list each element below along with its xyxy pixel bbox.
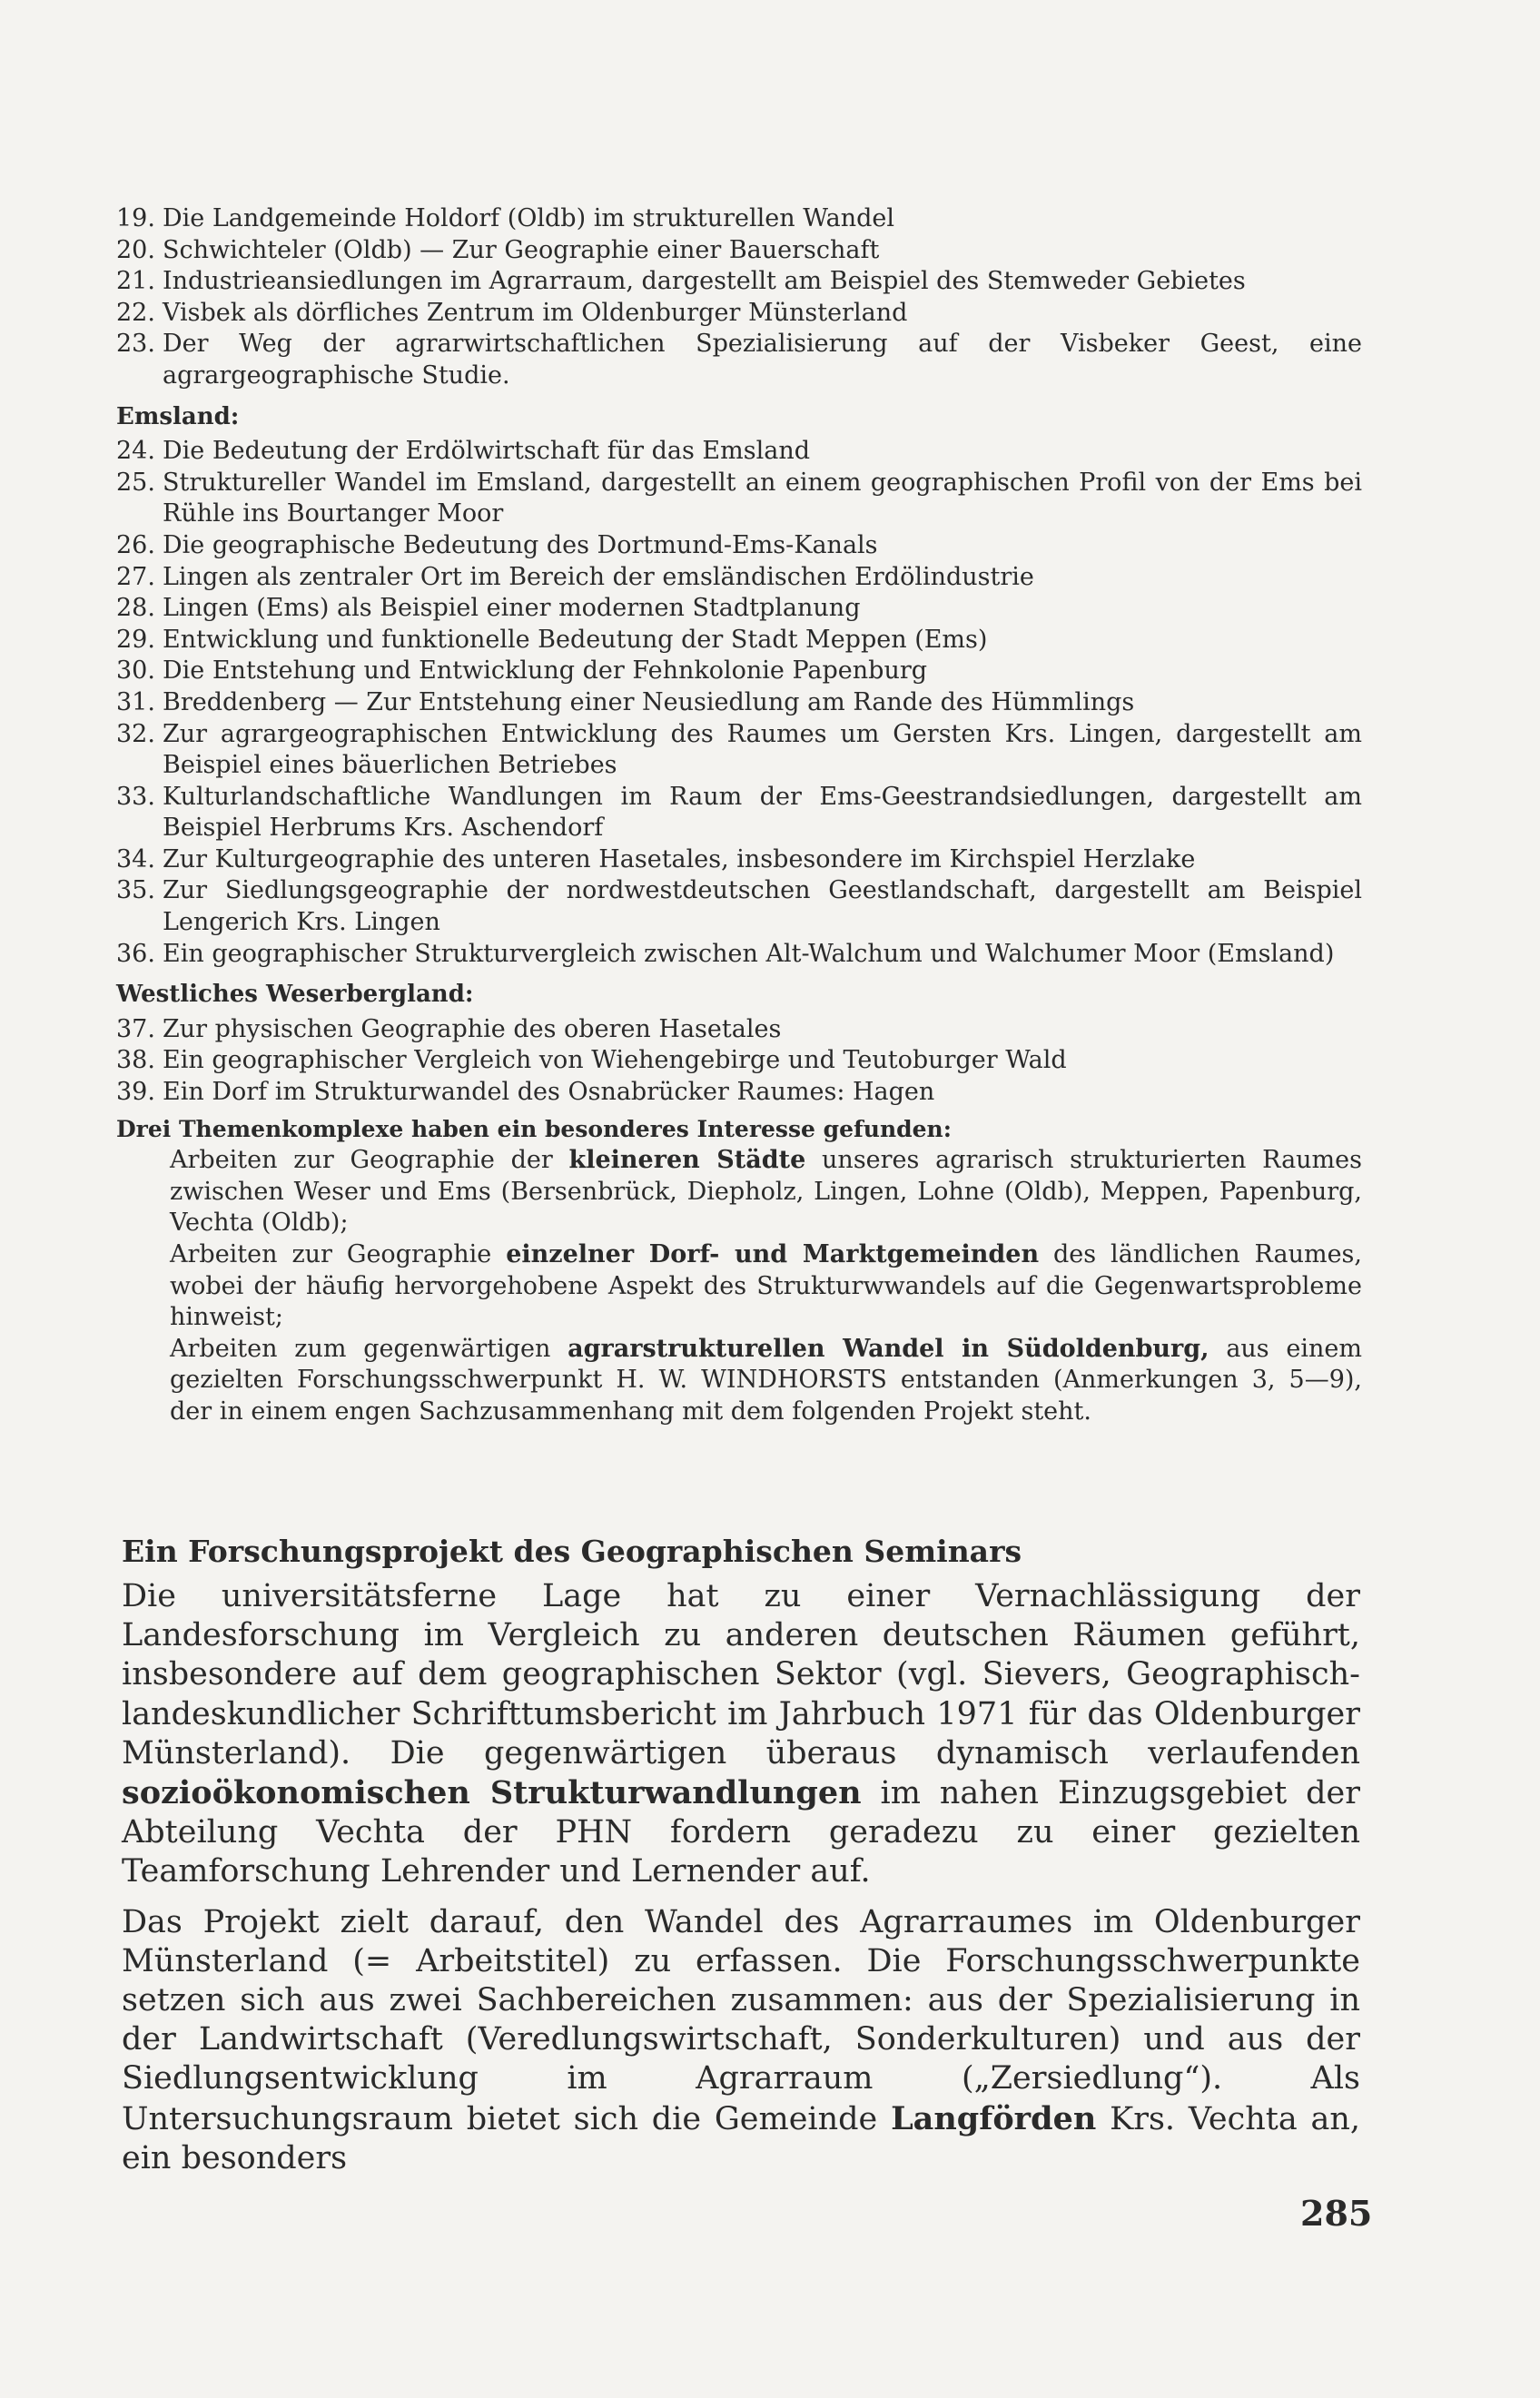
item-number: 39. (116, 1078, 155, 1107)
list-item (116, 530, 1362, 562)
item-number: 35. (116, 876, 155, 905)
item-title: Zur agrargeographischen Entwicklung des Raumes um Gersten Krs. Lingen, dargestellt am Beispiel eines bäuerlichen Betriebes (163, 719, 1362, 780)
item-title: Lingen (Ems) als Beispiel einer modernen Stadtplanung (163, 594, 861, 623)
item-number: 37. (116, 1014, 155, 1043)
list-item (116, 1077, 1362, 1109)
item-number: 23. (116, 330, 155, 359)
item-number: 36. (116, 939, 155, 968)
item-number: 38. (116, 1046, 155, 1075)
list-item (116, 562, 1362, 594)
list-item (116, 656, 1362, 687)
projekt-paragraph-1: Die universitätsferne Lage hat zu einer Vernachlässigung der Landesforschung im Vergleich zu anderen deutschen Räumen geführt, insbesondere auf dem geographischen Sektor (vgl. Sievers, Geographisch-landeskundlicher Schrifttumsbericht im Jahrbuch 1971 für das Oldenburger Münsterland). Die gegenwärtigen überaus dynamisch verlaufenden sozioökonomischen Strukturwandlungen im nahen Einzugsgebiet der Abteilung Vechta der PHN fordern geradezu zu einer gezielten Teamforschung Lehrender und Lernender auf. (122, 1578, 1360, 1890)
item-title: Ein Dorf im Strukturwandel des Osnabrücker Raumes: Hagen (163, 1078, 935, 1107)
list-oldenburg (116, 203, 1362, 392)
item-title: Zur Siedlungsgeographie der nordwestdeutschen Geestlandschaft, dargestellt am Beispiel Lengerich Krs. Lingen (163, 876, 1362, 937)
list-emsland (116, 436, 1362, 970)
list-item (116, 329, 1362, 391)
themen-paragraph-2: Arbeiten zur Geographie einzelner Dorf- und Marktgemeinden des ländlichen Raumes, wobei der häufig hervorgehobene Aspekt des Strukturwwandels auf die Gegenwartsprobleme hinweist; (170, 1240, 1362, 1332)
emphasis: kleineren Städte (568, 1146, 806, 1175)
list-item (116, 593, 1362, 625)
themen-paragraph-1: Arbeiten zur Geographie der kleineren Städte unseres agrarisch strukturierten Raumes zwischen Weser und Ems (Bersenbrück, Diepholz, Lingen, Lohne (Oldb), Meppen, Papenburg, Vechta (Oldb); (170, 1146, 1362, 1238)
thesis-list (116, 203, 1362, 1428)
projekt-section (122, 1532, 1360, 2189)
list-item (116, 298, 1362, 330)
item-number: 20. (116, 235, 155, 264)
section-heading-weserbergland: Westliches Weserbergland: (116, 981, 474, 1009)
item-title: Visbek als dörfliches Zentrum im Oldenburger Münsterland (163, 298, 908, 327)
item-title: Ein geographischer Strukturvergleich zwischen Alt-Walchum und Walchumer Moor (Emsland) (163, 939, 1335, 968)
item-title: Industrieansiedlungen im Agrarraum, dargestellt am Beispiel des Stemweder Gebietes (163, 267, 1246, 296)
section-heading-projekt: Ein Forschungsprojekt des Geographischen Seminars (122, 1534, 1022, 1569)
emphasis: sozioökonomischen Strukturwandlungen (122, 1774, 862, 1812)
item-title: Breddenberg — Zur Entstehung einer Neusiedlung am Rande des Hümmlings (163, 687, 1135, 716)
emphasis: Langförden (891, 2099, 1097, 2137)
list-item (116, 939, 1362, 971)
item-title: Die Bedeutung der Erdölwirtschaft für das Emsland (163, 437, 811, 466)
item-title: Ein geographischer Vergleich von Wiehengebirge und Teutoburger Wald (163, 1046, 1067, 1075)
item-number: 29. (116, 625, 155, 654)
item-number: 31. (116, 687, 155, 716)
item-number: 34. (116, 844, 155, 873)
emphasis: einzelner Dorf- und Marktgemeinden (506, 1240, 1040, 1268)
item-number: 32. (116, 719, 155, 748)
item-title: Zur physischen Geographie des oberen Hasetales (163, 1014, 782, 1043)
list-item (116, 844, 1362, 876)
list-item (116, 1014, 1362, 1046)
item-number: 33. (116, 782, 155, 811)
themen-paragraph-3: Arbeiten zum gegenwärtigen agrarstrukturellen Wandel in Südoldenburg, aus einem gezielten Forschungsschwerpunkt H. W. WINDHORSTS entstanden (Anmerkungen 3, 5—9), der in einem engen Sachzusammenhang mit dem folgenden Projekt steht. (170, 1334, 1363, 1426)
projekt-paragraph-2: Das Projekt zielt darauf, den Wandel des Agrarraumes im Oldenburger Münsterland (= Arbeitstitel) zu erfassen. Die Forschungsschwerpunkte setzen sich aus zwei Sachbereichen zusammen: aus der Spezialisierung in der Landwirtschaft (Veredlungswirtschaft, Sonderkulturen) und aus der Siedlungsentwicklung im Agrarraum („Zersiedlung“). Als Untersuchungsraum bietet sich die Gemeinde Langförden Krs. Vechta an, ein besonders (122, 1903, 1360, 2176)
item-title: Struktureller Wandel im Emsland, dargestellt an einem geographischen Profil von der Ems bei Rühle ins Bourtanger Moor (163, 468, 1362, 528)
item-title: Schwichteler (Oldb) — Zur Geographie einer Bauerschaft (163, 235, 880, 264)
list-item (116, 468, 1362, 530)
item-number: 28. (116, 594, 155, 623)
item-number: 27. (116, 562, 155, 591)
list-item (116, 875, 1362, 938)
item-number: 21. (116, 267, 155, 296)
list-item (116, 436, 1362, 468)
themen-intro: Drei Themenkomplexe haben ein besonderes Interesse gefunden: (116, 1115, 952, 1142)
item-number: 24. (116, 437, 155, 466)
list-weserbergland (116, 1014, 1362, 1109)
list-item (116, 203, 1362, 235)
item-number: 30. (116, 656, 155, 686)
item-title: Die Landgemeinde Holdorf (Oldb) im strukturellen Wandel (163, 204, 895, 232)
list-item (116, 266, 1362, 298)
section-heading-emsland: Emsland: (116, 402, 240, 430)
item-title: Der Weg der agrarwirtschaftlichen Spezialisierung auf der Visbeker Geest, eine agrargeographische Studie. (163, 330, 1362, 390)
list-item (116, 687, 1362, 719)
emphasis: agrarstrukturellen Wandel in Südoldenburg, (568, 1334, 1209, 1363)
item-title: Lingen als zentraler Ort im Bereich der emsländischen Erdölindustrie (163, 562, 1034, 591)
item-number: 22. (116, 298, 155, 327)
item-title: Zur Kulturgeographie des unteren Hasetales, insbesondere im Kirchspiel Herzlake (163, 844, 1196, 873)
list-item (116, 719, 1362, 782)
item-title: Entwicklung und funktionelle Bedeutung der Stadt Meppen (Ems) (163, 625, 988, 654)
item-title: Die geographische Bedeutung des Dortmund-Ems-Kanals (163, 530, 878, 559)
item-number: 26. (116, 530, 155, 559)
item-title: Kulturlandschaftliche Wandlungen im Raum der Ems-Geestrandsiedlungen, dargestellt am Beispiel Herbrums Krs. Aschendorf (163, 782, 1362, 843)
list-item (116, 235, 1362, 267)
item-number: 19. (116, 204, 155, 232)
list-item (116, 625, 1362, 656)
list-item (116, 1045, 1362, 1077)
list-item (116, 782, 1362, 844)
item-number: 25. (116, 468, 155, 497)
item-title: Die Entstehung und Entwicklung der Fehnkolonie Papenburg (163, 656, 928, 686)
page-number: 285 (1300, 2193, 1373, 2234)
